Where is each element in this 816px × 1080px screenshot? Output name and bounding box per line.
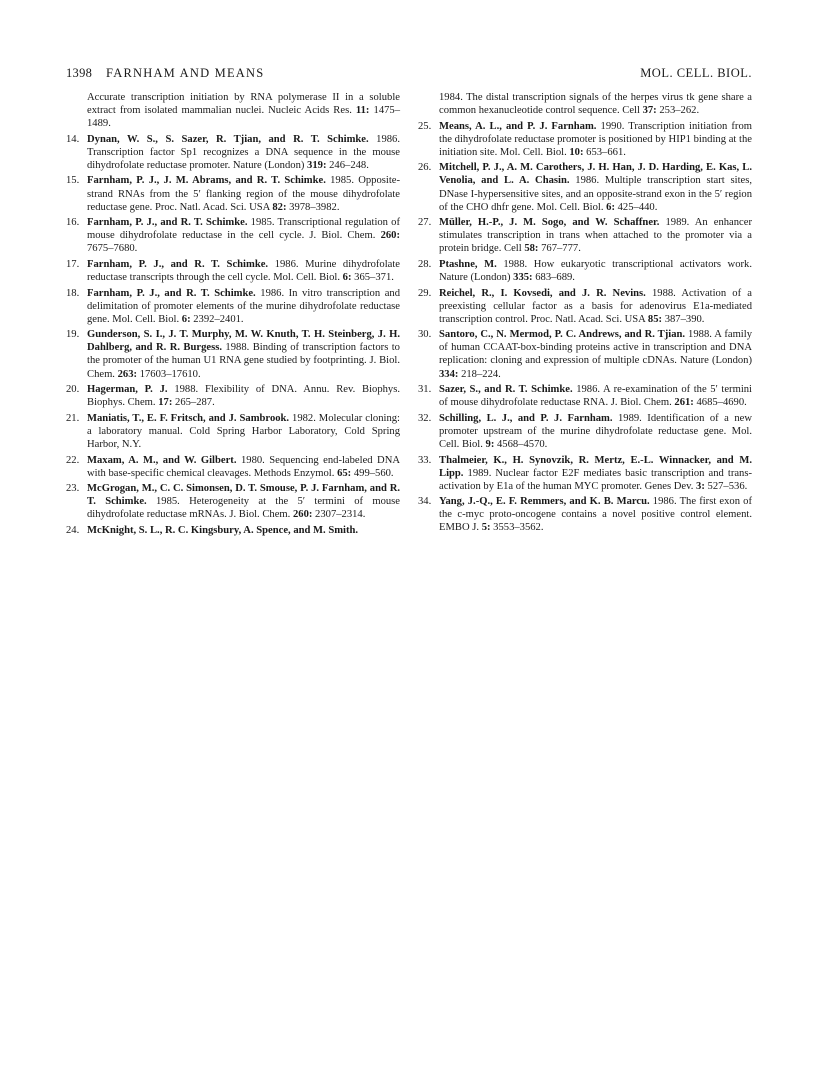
reference-volume: 85: <box>647 313 663 325</box>
reference-volume: 82: <box>272 201 287 213</box>
reference-volume: 260: <box>380 230 400 242</box>
reference-entry <box>418 287 752 326</box>
reference-details: 1985. Opposite-strand RNAs from the 5′ flanking region of the mouse dihydrofolate reductase gene. Proc. Natl. Acad. Sci. USA <box>87 175 401 213</box>
reference-details: 1988. Activation of a preexisting cellular factor as a basis for adenovirus E1a-mediated transcription control. Proc. Natl. Acad. Sci. USA <box>439 287 752 325</box>
reference-volume: 11: <box>355 105 370 117</box>
reference-number: 20. <box>66 384 80 396</box>
reference-number: 33. <box>418 454 432 466</box>
reference-volume: 65: <box>337 467 352 479</box>
reference-volume: 10: <box>569 146 584 158</box>
reference-entry <box>418 161 752 213</box>
reference-entry <box>418 328 752 380</box>
reference-authors: Müller, H.-P., J. M. Sogo, and W. Schaffner. <box>439 217 660 229</box>
running-header-journal: MOL. CELL. BIOL. <box>640 66 752 80</box>
reference-authors: Farnham, P. J., and R. T. Schimke. <box>87 217 248 229</box>
reference-pages: 3553–3562. <box>493 522 544 534</box>
reference-entry <box>66 383 400 409</box>
reference-authors: Sazer, S., and R. T. Schimke. <box>439 384 573 396</box>
reference-number: 14. <box>66 133 80 145</box>
reference-volume: 263: <box>117 368 138 380</box>
reference-details: 1986. Transcription factor Sp1 recognizes a DNA sequence in the mouse dihydrofolate reductase promoter. Nature (London) <box>87 133 400 171</box>
reference-authors: Schilling, L. J., and P. J. Farnham. <box>439 412 613 424</box>
reference-entry <box>418 454 752 493</box>
reference-pages: 365–371. <box>354 271 394 283</box>
reference-details: 1985. Transcriptional regulation of mouse dihydrofolate reductase in the cell cycle. J. Biol. Chem. <box>87 217 400 242</box>
reference-details: 1989. An enhancer stimulates transcription in trans when attached to the promoter via a protein bridge. Cell <box>439 217 752 255</box>
reference-details: 1986. In vitro transcription and delimitation of promoter elements of the murine dihydrofolate reductase gene. Mol. Cell. Biol. <box>87 287 400 325</box>
reference-authors: Mitchell, P. J., A. M. Carothers, J. H. Han, J. D. Harding, E. Kas, L. Venolia, and L. A. Chasin. <box>439 162 752 187</box>
reference-number: 28. <box>418 258 432 270</box>
reference-entry <box>66 174 400 213</box>
running-header <box>66 66 752 82</box>
reference-details: 1989. Nuclear factor E2F mediates basic transcription and trans-activation by E1a of the human MYC promoter. Genes Dev. <box>439 467 752 492</box>
reference-number: 15. <box>66 175 80 187</box>
reference-volume: 58: <box>524 243 539 255</box>
reference-entry <box>66 328 400 380</box>
reference-pages: 7675–7680. <box>87 243 138 255</box>
reference-volume: 17: <box>158 397 173 409</box>
reference-authors: McGrogan, M., C. C. Simonsen, D. T. Smouse, P. J. Farnham, and R. T. Schimke. <box>87 483 400 508</box>
reference-pages: 2392–2401. <box>193 313 244 325</box>
reference-entry <box>66 287 400 326</box>
reference-number: 19. <box>66 329 80 341</box>
page-number: 1398 <box>66 66 93 80</box>
reference-details: 1986. Murine dihydrofolate reductase transcripts through the cell cycle. Mol. Cell. Biol. <box>87 258 401 283</box>
reference-number: 21. <box>66 412 80 424</box>
reference-number: 27. <box>418 217 432 229</box>
reference-authors: Farnham, P. J., and R. T. Schimke. <box>87 287 256 299</box>
reference-authors: Hagerman, P. J. <box>87 384 168 396</box>
reference-volume: 37: <box>642 105 657 117</box>
reference-entry <box>66 91 400 130</box>
reference-authors: Gunderson, S. I., J. T. Murphy, M. W. Knuth, T. H. Steinberg, J. H. Dahlberg, and R. R. Burgess. <box>87 329 400 354</box>
reference-volume: 260: <box>292 509 313 521</box>
reference-volume: 261: <box>674 397 694 409</box>
reference-number: 17. <box>66 258 80 270</box>
reference-authors: Farnham, P. J., and R. T. Schimke. <box>87 258 269 270</box>
reference-authors: Reichel, R., I. Kovsedi, and J. R. Nevins. <box>439 287 646 299</box>
reference-details: 1982. Molecular cloning: a laboratory manual. Cold Spring Harbor Laboratory, Cold Spring Harbor, N.Y. <box>87 412 400 450</box>
reference-pages: 499–560. <box>353 467 394 479</box>
reference-volume: 6: <box>342 271 352 283</box>
reference-pages: 1475–1489. <box>87 105 401 130</box>
reference-entry <box>418 495 752 534</box>
reference-number: 30. <box>418 329 432 341</box>
reference-details: 1986. The first exon of the c-myc proto-oncogene contains a novel positive control element. EMBO J. <box>439 496 752 534</box>
reference-pages: 265–287. <box>175 397 215 409</box>
reference-volume: 9: <box>485 438 495 450</box>
reference-entry <box>418 216 752 255</box>
reference-number: 26. <box>418 162 432 174</box>
reference-pages: 653–661. <box>586 146 626 158</box>
reference-number: 24. <box>66 524 80 536</box>
references-left-column <box>66 91 400 540</box>
reference-entry <box>418 258 752 284</box>
reference-authors: Farnham, P. J., J. M. Abrams, and R. T. Schimke. <box>87 175 326 187</box>
reference-details: 1984. The distal transcription signals of the herpes virus tk gene share a common hexanucleotide control sequence. Cell <box>439 92 752 117</box>
reference-entry <box>66 524 400 537</box>
reference-pages: 17603–17610. <box>139 368 201 380</box>
reference-entry <box>66 258 400 284</box>
reference-volume: 335: <box>513 271 533 283</box>
reference-details: 1990. Transcription initiation from the dihydrofolate reductase promoter is positioned by HIP1 binding at the initiation site. Mol. Cell. Biol. <box>439 120 752 158</box>
reference-authors: Ptashne, M. <box>439 258 497 270</box>
reference-number: 29. <box>418 287 432 299</box>
reference-pages: 683–689. <box>535 271 575 283</box>
reference-details: 1988. How eukaryotic transcriptional activators work. Nature (London) <box>439 258 752 283</box>
reference-authors: Maxam, A. M., and W. Gilbert. <box>87 454 237 466</box>
reference-volume: 319: <box>307 159 327 171</box>
reference-volume: 6: <box>181 313 191 325</box>
reference-pages: 4685–4690. <box>696 397 747 409</box>
reference-details: 1988. A family of human CCAAT-box-binding proteins active in transcription and DNA replication: cloning and expression of multiple cDNAs. Nature (London) <box>439 329 752 367</box>
references-right-column <box>418 91 752 537</box>
reference-pages: 253–262. <box>659 105 700 117</box>
reference-authors: Dynan, W. S., S. Sazer, R. Tjian, and R. T. Schimke. <box>87 133 369 145</box>
reference-details: Accurate transcription initiation by RNA polymerase II in a soluble extract from isolated mammalian nuclei. Nucleic Acids Res. <box>87 92 400 117</box>
reference-entry <box>66 412 400 451</box>
reference-details: 1989. Identification of a new promoter upstream of the murine dihydrofolate reductase gene. Mol. Cell. Biol. <box>439 412 752 450</box>
reference-pages: 3978–3982. <box>289 201 340 213</box>
reference-number: 32. <box>418 412 432 424</box>
reference-authors: Thalmeier, K., H. Synovzik, R. Mertz, E.-L. Winnacker, and M. Lipp. <box>439 454 752 479</box>
reference-number: 23. <box>66 483 80 495</box>
reference-entry <box>418 120 752 159</box>
reference-entry <box>66 454 400 480</box>
reference-number: 31. <box>418 384 432 396</box>
reference-entry <box>66 482 400 521</box>
reference-pages: 387–390. <box>664 313 705 325</box>
reference-pages: 527–536. <box>707 480 748 492</box>
reference-details: 1980. Sequencing end-labeled DNA with base-specific chemical cleavages. Methods Enzymol. <box>87 454 401 479</box>
reference-entry <box>66 133 400 172</box>
reference-volume: 5: <box>481 522 491 534</box>
reference-volume: 6: <box>606 201 615 213</box>
reference-pages: 218–224. <box>461 368 501 380</box>
running-header-authors: FARNHAM AND MEANS <box>106 66 265 80</box>
reference-number: 18. <box>66 287 80 299</box>
reference-pages: 767–777. <box>541 243 581 255</box>
reference-entry <box>66 216 400 255</box>
reference-details: 1986. Multiple transcription start sites, DNase I-hypersensitive sites, and an opposite-strand exon in the 5′ region of the CHO dhfr gene. Mol. Cell. Biol. <box>439 175 752 213</box>
reference-authors: Means, A. L., and P. J. Farnham. <box>439 120 597 132</box>
reference-number: 16. <box>66 217 80 229</box>
reference-pages: 425–440. <box>617 201 658 213</box>
reference-pages: 246–248. <box>329 159 369 171</box>
reference-pages: 4568–4570. <box>497 438 548 450</box>
reference-entry <box>418 91 752 117</box>
reference-entry <box>418 412 752 451</box>
reference-authors: Yang, J.-Q., E. F. Remmers, and K. B. Marcu. <box>439 496 650 508</box>
reference-details: 1988. Binding of transcription factors to the promoter of the human U1 RNA gene studied by footprinting. J. Biol. Chem. <box>87 342 400 380</box>
reference-volume: 3: <box>696 480 705 492</box>
reference-details: 1986. A re-examination of the 5′ termini of mouse dihydrofolate reductase RNA. J. Biol. Chem. <box>439 384 753 409</box>
reference-details: 1985. Heterogeneity at the 5′ termini of mouse dihydrofolate reductase mRNAs. J. Biol. Chem. <box>87 496 400 521</box>
reference-volume: 334: <box>439 368 459 380</box>
reference-number: 34. <box>418 496 432 508</box>
reference-details: 1988. Flexibility of DNA. Annu. Rev. Biophys. Biophys. Chem. <box>87 384 400 409</box>
reference-pages: 2307–2314. <box>315 509 366 521</box>
reference-entry <box>418 383 752 409</box>
reference-number: 22. <box>66 454 80 466</box>
reference-number: 25. <box>418 120 432 132</box>
reference-authors: Maniatis, T., E. F. Fritsch, and J. Sambrook. <box>87 412 290 424</box>
reference-authors: Santoro, C., N. Mermod, P. C. Andrews, and R. Tjian. <box>439 329 686 341</box>
reference-authors: McKnight, S. L., R. C. Kingsbury, A. Spence, and M. Smith. <box>87 524 359 536</box>
